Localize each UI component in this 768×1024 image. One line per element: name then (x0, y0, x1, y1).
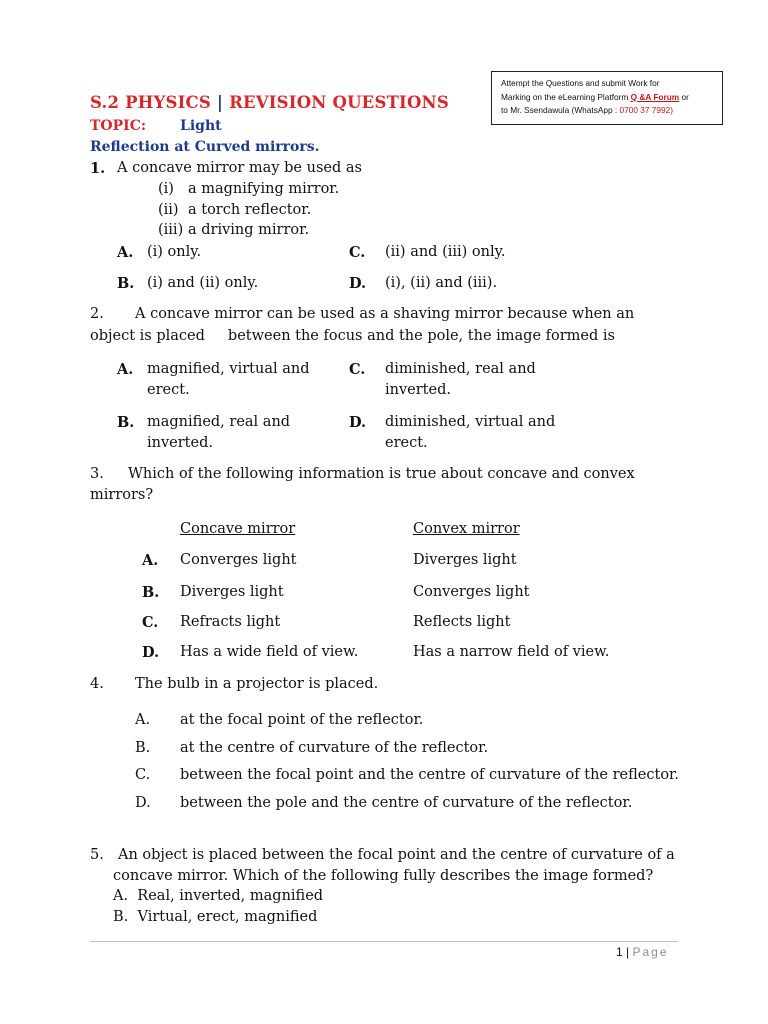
notice-line-2 (501, 91, 722, 105)
q1-item-text: a driving mirror. (188, 222, 310, 238)
q4-option-letter: D. (135, 795, 151, 811)
footer-divider (90, 941, 678, 942)
q3-row-concave: Converges light (180, 552, 297, 568)
q1-option-text: (i) only. (147, 244, 202, 260)
q2-text-line-1: A concave mirror can be used as a shaving mirror because when an (135, 306, 635, 322)
title-left: S.2 PHYSICS (90, 93, 211, 112)
q2-option-letter: A. (117, 361, 134, 378)
q3-row-convex: Has a narrow field of view. (413, 644, 610, 660)
q5-number: 5. (90, 847, 104, 863)
q4-option-text: between the pole and the centre of curvature of the reflector. (180, 795, 633, 811)
q3-row-letter: D. (142, 644, 160, 661)
q1-option-letter: A. (117, 244, 134, 261)
page-number: 1 (616, 945, 623, 959)
q2-option-text: diminished, virtual and (385, 414, 556, 430)
q2-option-text: erect. (385, 435, 428, 451)
q3-column-header-concave: Concave mirror (180, 521, 296, 537)
q1-text: A concave mirror may be used as (117, 160, 362, 176)
q2-text-line-2: object is placed between the focus and the pole, the image formed is (90, 328, 615, 344)
submission-notice-box (491, 71, 723, 125)
page-title (90, 93, 449, 112)
section-subtitle: Reflection at Curved mirrors. (90, 139, 320, 155)
q2-option-text: magnified, virtual and (147, 361, 310, 377)
q3-text-line-1: Which of the following information is true about concave and convex (128, 466, 635, 482)
q4-number: 4. (90, 676, 104, 692)
q3-row-concave: Has a wide field of view. (180, 644, 359, 660)
q1-option-text: (i) and (ii) only. (147, 275, 259, 291)
q4-text: The bulb in a projector is placed. (135, 676, 379, 692)
notice-line-1: Attempt the Questions and submit Work for (501, 78, 660, 88)
q1-number: 1. (90, 160, 106, 177)
q3-column-header-convex: Convex mirror (413, 521, 520, 537)
q4-option-text: at the focal point of the reflector. (180, 712, 424, 728)
q2-option-letter: B. (117, 414, 135, 431)
q5-text-line-2: concave mirror. Which of the following fully describes the image formed? (113, 868, 654, 884)
q5-option: A. Real, inverted, magnified (113, 888, 324, 904)
q1-option-letter: B. (117, 275, 135, 292)
q2-option-text: erect. (147, 382, 190, 398)
q1-option-letter: D. (349, 275, 367, 292)
q3-row-letter: B. (142, 584, 160, 601)
notice-line-3 (501, 104, 722, 118)
q3-row-letter: C. (142, 614, 159, 631)
q1-option-text: (ii) and (iii) only. (385, 244, 506, 260)
q3-row-concave: Refracts light (180, 614, 281, 630)
q3-row-convex: Reflects light (413, 614, 511, 630)
whatsapp-number: 0700 37 7992) (619, 105, 674, 115)
qa-forum-link[interactable]: Q &A Forum (630, 91, 680, 102)
q2-option-letter: D. (349, 414, 367, 431)
q3-row-concave: Diverges light (180, 584, 284, 600)
notice-line-2-prefix: Marking on the eLearning Platform (501, 91, 631, 102)
q1-item-number: (ii) (158, 202, 179, 218)
q3-row-convex: Converges light (413, 584, 530, 600)
q2-option-letter: C. (349, 361, 366, 378)
q3-row-letter: A. (142, 552, 159, 569)
topic-value: Light (180, 118, 222, 134)
q2-number: 2. (90, 306, 104, 322)
q4-option-letter: B. (135, 740, 151, 756)
page-word: Page (632, 945, 669, 959)
q2-option-text: inverted. (385, 382, 451, 398)
topic-label: TOPIC: (90, 118, 146, 134)
q4-option-letter: A. (135, 712, 151, 728)
q2-option-text: inverted. (147, 435, 213, 451)
q2-option-text: magnified, real and (147, 414, 291, 430)
q5-option: B. Virtual, erect, magnified (113, 909, 318, 925)
q3-row-convex: Diverges light (413, 552, 517, 568)
q3-text-line-2: mirrors? (90, 487, 154, 503)
footer-separator: | (626, 945, 630, 959)
title-separator: | (216, 93, 224, 112)
q1-item-number: (iii) (158, 222, 184, 238)
notice-line-3-prefix: to Mr. Ssendawula (WhatsApp : (501, 105, 620, 115)
q5-text-line-1: An object is placed between the focal point and the centre of curvature of a (118, 847, 675, 863)
page-footer (616, 945, 669, 959)
q4-option-letter: C. (135, 767, 151, 783)
q4-option-text: at the centre of curvature of the reflector. (180, 740, 489, 756)
q1-item-text: a torch reflector. (188, 202, 312, 218)
q2-option-text: diminished, real and (385, 361, 536, 377)
q1-item-number: (i) (158, 181, 174, 197)
notice-line-2-suffix: or (679, 91, 689, 102)
title-right: REVISION QUESTIONS (229, 93, 449, 112)
q3-number: 3. (90, 466, 104, 482)
q1-option-text: (i), (ii) and (iii). (385, 275, 498, 291)
q1-item-text: a magnifying mirror. (188, 181, 340, 197)
q4-option-text: between the focal point and the centre of curvature of the reflector. (180, 767, 679, 783)
q1-option-letter: C. (349, 244, 366, 261)
